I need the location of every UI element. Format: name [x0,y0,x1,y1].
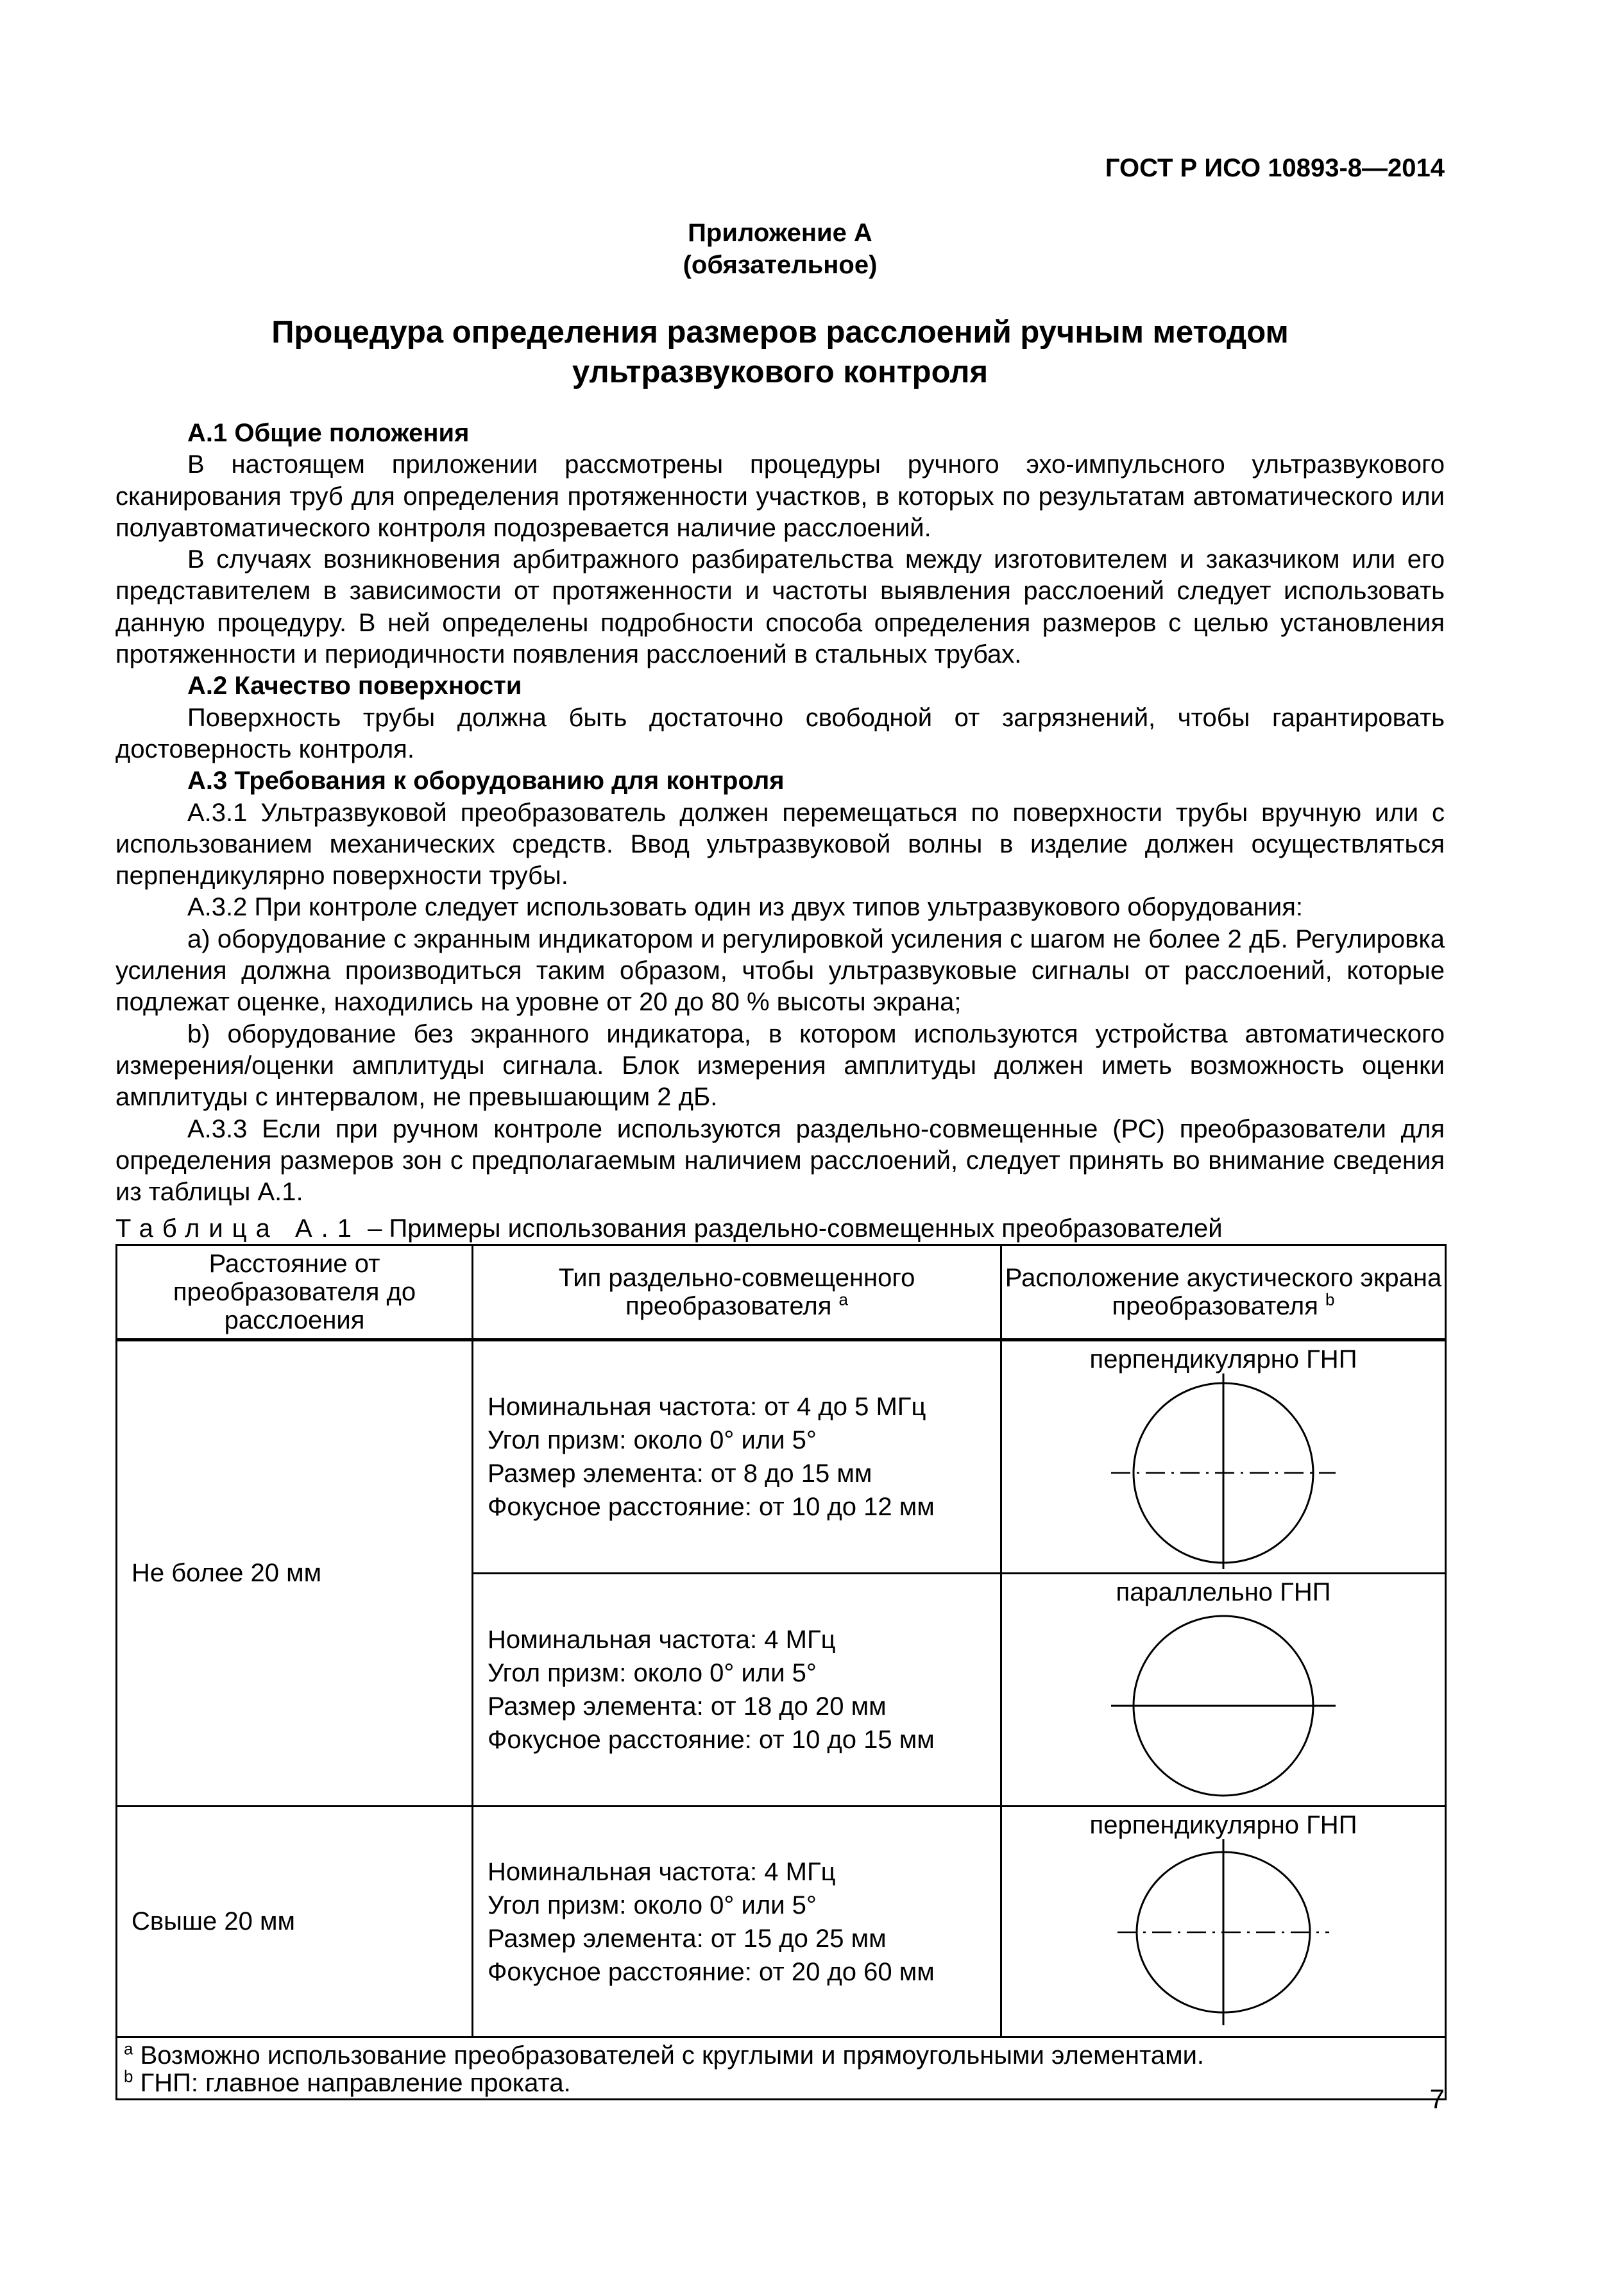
params-cell [473,1807,1001,2037]
param-frequency: Номинальная частота: от 4 до 5 МГц [488,1393,926,1421]
footnote-b-text: ГНП: главное направление проката. [133,2069,571,2097]
header-distance: Расстояние от преобразователя до расслоения [117,1245,473,1340]
paragraph-a33: А.3.3 Если при ручном контроле используются раздельно-совмещенные (РС) преобразователи для определения размеров зон с предполагаемым наличием расслоений, следует принять во внимание сведения из таблицы А.1. [115,1114,1445,1207]
page-number: 7 [1429,2084,1445,2114]
footnote-b-mark: b [124,2066,133,2086]
orientation-cell [1001,1340,1446,1574]
param-angle: Угол призм: около 0° или 5° [488,1891,817,1919]
section-heading-a3: А.3 Требования к оборудованию для контроля [187,767,785,795]
document-body [115,418,1445,1208]
orientation-cell [1001,1807,1446,2037]
footnote-a [124,2039,1438,2070]
header-screen-note: b [1325,1289,1335,1309]
param-angle: Угол призм: около 0° или 5° [488,1659,817,1687]
header-screen-text: Расположение акустического экрана преобразователя [1005,1264,1442,1320]
parallel-screen-diagram [1108,1606,1339,1805]
paragraph-a31: А.3.1 Ультразвуковой преобразователь должен перемещаться по поверхности трубы вручную или с использованием механических средств. Ввод ультразвуковой волны в изделие должен осуществляться перпендикулярно поверхности трубы. [115,798,1445,890]
transducer-table [115,1244,1447,2100]
paragraph-a32: А.3.2 При контроле следует использовать один из двух типов ультразвукового оборудования: [187,893,1304,922]
paragraph-a1-1: В настоящем приложении рассмотрены процедуры ручного эхо-импульсного ультразвукового сканирования труб для определения протяженности участков, в которых по результатам автоматического или полуавтоматического контроля подозревается наличие расслоений. [115,450,1445,542]
footnote-a-text: Возможно использование преобразователей с круглыми и прямоугольными элементами. [133,2041,1205,2070]
orientation-label: перпендикулярно ГНП [1089,1811,1357,1839]
paragraph-a32-a: а) оборудование с экранным индикатором и регулировкой усиления с шагом не более 2 дБ. Регулировка усиления должна производиться таким образом, чтобы ультразвуковые сигналы от расслоений, которые подлежат оценке, находились на уровне от 20 до 80 % высоты экрана; [115,924,1445,1017]
paragraph-a2-1: Поверхность трубы должна быть достаточно свободной от загрязнений, чтобы гарантировать достоверность контроля. [115,703,1445,763]
annex-title-line-1: Процедура определения размеров расслоений ручным методом [271,315,1289,350]
section-heading-a1: А.1 Общие положения [187,419,470,447]
table-header-row [117,1245,1446,1340]
distance-cell: Свыше 20 мм [117,1807,473,2037]
annex-label: Приложение А [688,219,872,247]
orientation-label: перпендикулярно ГНП [1089,1345,1357,1373]
header-type-text: Тип раздельно-совмещенного преобразователя [558,1264,915,1320]
table-caption-label: Таблица А.1 [115,1214,361,1243]
annex-title [115,312,1445,392]
params-cell [473,1340,1001,1574]
param-focal-distance: Фокусное расстояние: от 20 до 60 мм [488,1957,935,1986]
param-element-size: Размер элемента: от 8 до 15 мм [488,1459,872,1488]
paragraph-a1-2: В случаях возникновения арбитражного разбирательства между изготовителем и заказчиком или его представителем в зависимости от протяженности и частоты выявления расслоений следует использовать данную процедуру. В ней определены подробности способа определения размеров с целью установления протяженности и периодичности появления расслоений в стальных трубах. [115,545,1445,669]
header-screen [1001,1245,1446,1340]
annex-title-line-2: ультразвукового контроля [572,355,989,389]
orientation-cell [1001,1574,1446,1807]
annex-status: (обязательное) [683,251,878,279]
document-code: ГОСТ Р ИСО 10893-8—2014 [1105,154,1445,182]
header-type [473,1245,1001,1340]
table-row [117,1807,1446,2037]
footnote-a-mark: a [124,2039,133,2059]
param-focal-distance: Фокусное расстояние: от 10 до 15 мм [488,1726,935,1754]
table-row [117,1340,1446,1574]
perpendicular-screen-diagram [1108,1839,1339,2032]
paragraph-a32-b: b) оборудование без экранного индикатора, в котором используются устройства автоматического измерения/оценки амплитуды сигнала. Блок измерения амплитуды должен иметь возможность оценки амплитуды с интервалом, не превышающим 2 дБ. [115,1019,1445,1112]
header-type-note: a [838,1289,849,1309]
table-caption-text: – Примеры использования раздельно-совмещенных преобразователей [361,1214,1223,1243]
param-frequency: Номинальная частота: 4 МГц [488,1857,836,1886]
table-caption [115,1213,1223,1244]
orientation-label: параллельно ГНП [1116,1578,1331,1606]
distance-cell: Не более 20 мм [117,1340,473,1807]
section-heading-a2: А.2 Качество поверхности [187,672,522,701]
params-cell [473,1574,1001,1807]
param-element-size: Размер элемента: от 18 до 20 мм [488,1692,887,1721]
param-element-size: Размер элемента: от 15 до 25 мм [488,1924,887,1953]
param-angle: Угол призм: около 0° или 5° [488,1426,817,1454]
param-frequency: Номинальная частота: 4 МГц [488,1626,836,1654]
param-focal-distance: Фокусное расстояние: от 10 до 12 мм [488,1493,935,1521]
perpendicular-screen-diagram [1108,1373,1339,1572]
